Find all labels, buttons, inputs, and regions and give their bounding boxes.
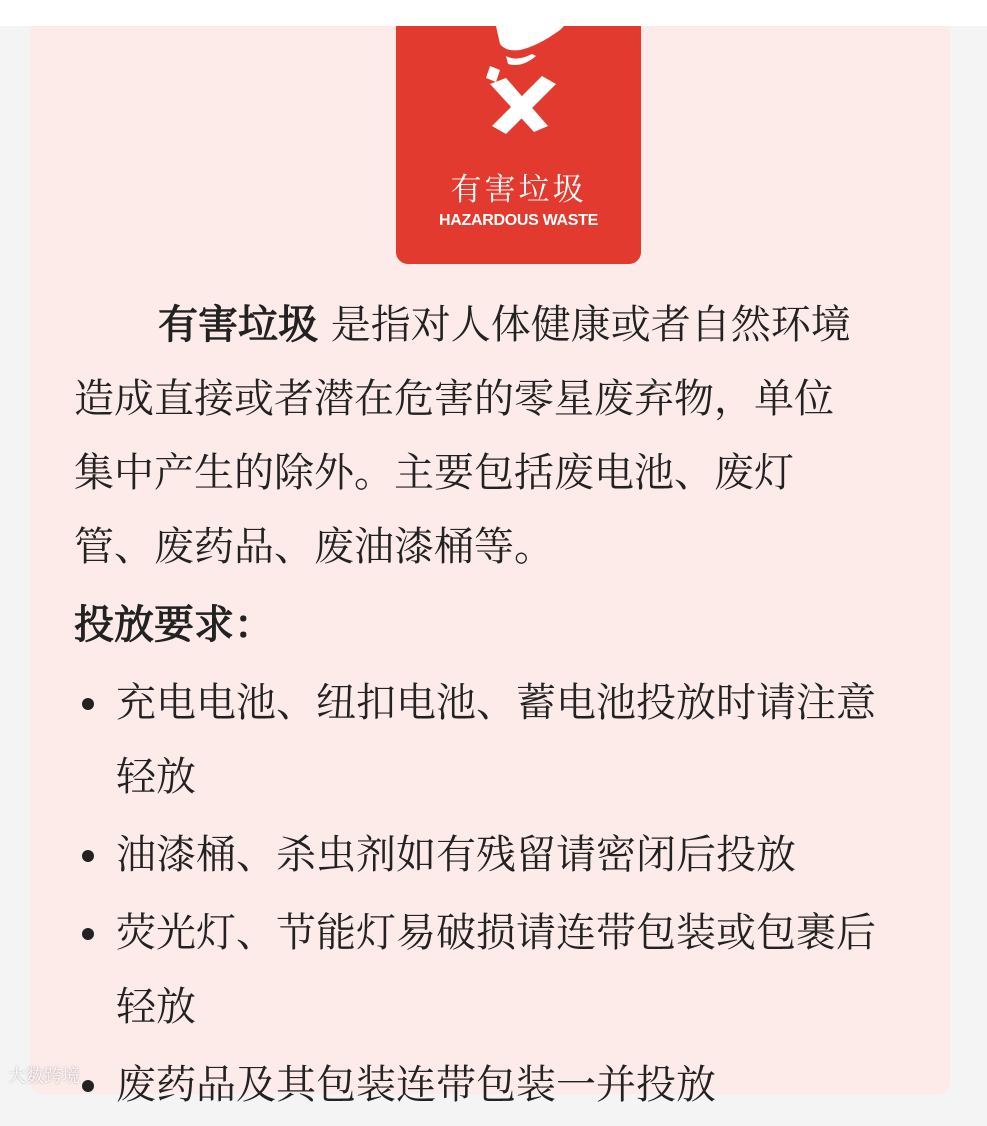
badge-label-en: HAZARDOUS WASTE [438, 212, 599, 229]
intro-line-1 [74, 288, 904, 362]
bullet-icon [82, 698, 94, 710]
intro-line-2: 造成直接或者潜在危害的零星废弃物，单位 [74, 376, 834, 422]
hazardous-waste-badge [396, 26, 641, 264]
list-item-text: 荧光灯、节能灯易破损请连带包装或包裹后轻放 [116, 910, 876, 1030]
bullet-icon [82, 850, 94, 862]
requirements-list [74, 666, 914, 1126]
hazardous-bin-crossed-icon [476, 26, 566, 136]
intro-term: 有害垃圾 [158, 302, 318, 348]
content-card [30, 26, 950, 1108]
badge-label-zh: 有害垃圾 [450, 172, 587, 208]
bullet-icon [82, 928, 94, 940]
list-item [74, 666, 914, 814]
list-item [74, 1048, 914, 1122]
list-item-text: 废药品及其包装连带包装一并投放 [116, 1062, 716, 1108]
intro-line-4: 管、废药品、废油漆桶等。 [74, 524, 554, 570]
list-item-text: 充电电池、纽扣电池、蓄电池投放时请注意轻放 [116, 680, 876, 800]
bullet-icon [82, 1080, 94, 1092]
intro-line-1-rest: 是指对人体健康或者自然环境 [318, 302, 851, 348]
list-item [74, 896, 914, 1044]
intro-paragraph [74, 288, 904, 584]
intro-line-3: 集中产生的除外。主要包括废电池、废灯 [74, 450, 794, 496]
list-item [74, 818, 914, 892]
top-white-band [0, 0, 987, 26]
list-item-text: 油漆桶、杀虫剂如有残留请密闭后投放 [116, 832, 796, 878]
watermark: 大数跨境 [8, 1066, 80, 1087]
requirements-heading: 投放要求： [74, 602, 274, 648]
